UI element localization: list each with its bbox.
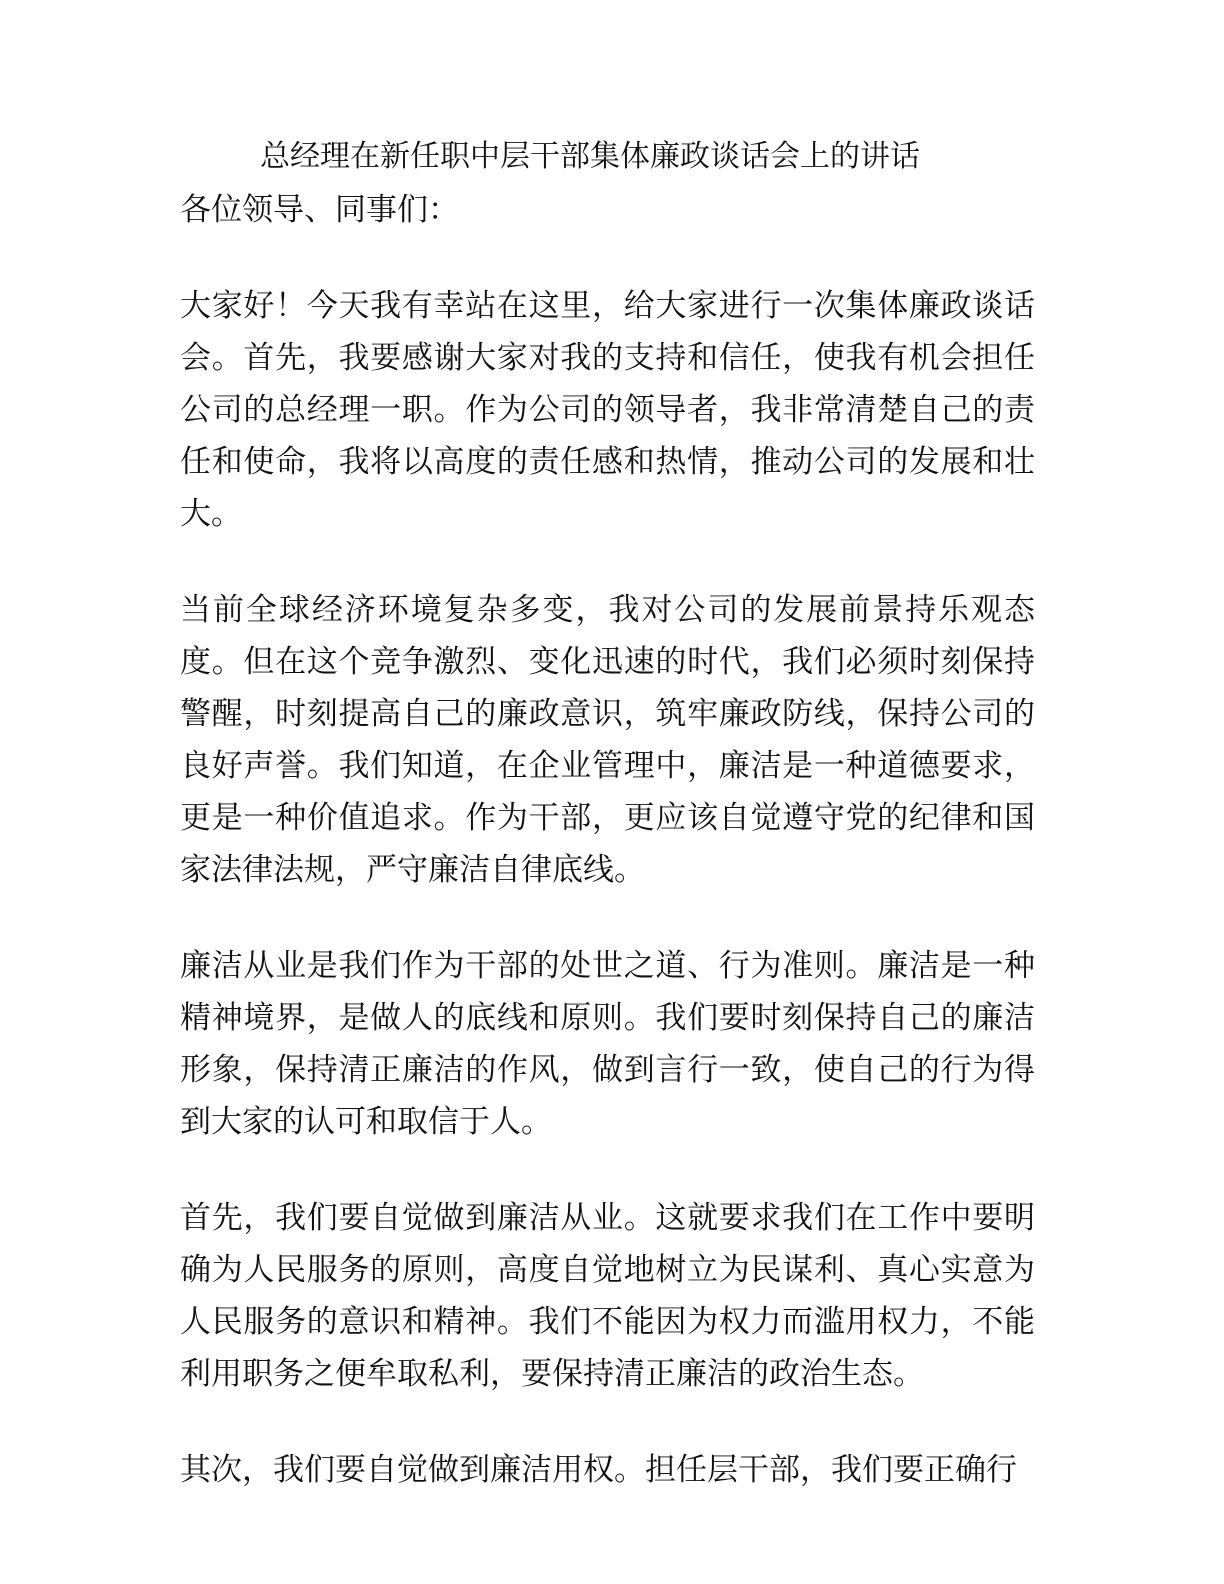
paragraph-3: 廉洁从业是我们作为干部的处世之道、行为准则。廉洁是一种精神境界，是做人的底线和原则。我们要时刻保持自己的廉洁形象，保持清正廉洁的作风，做到言行一致，使自己的行为得到大家的认可和取信于人。 xyxy=(180,948,1035,1140)
document-page xyxy=(180,130,1050,1496)
paragraph-4: 首先，我们要自觉做到廉洁从业。这就要求我们在工作中要明确为人民服务的原则，高度自觉地树立为民谋利、真心实意为人民服务的意识和精神。我们不能因为权力而滥用权力，不能利用职务之便牟取私利，要保持清正廉洁的政治生态。 xyxy=(180,1200,1035,1392)
salutation: 各位领导、同事们： xyxy=(180,192,459,228)
paragraph-5: 其次，我们要自觉做到廉洁用权。担任层干部，我们要正确行 xyxy=(180,1452,1017,1488)
paragraph-1: 大家好！今天我有幸站在这里，给大家进行一次集体廉政谈话会。首先，我要感谢大家对我的支持和信任，使我有机会担任公司的总经理一职。作为公司的领导者，我非常清楚自己的责任和使命，我将以高度的责任感和热情，推动公司的发展和壮大。 xyxy=(180,288,1035,532)
document-title: 总经理在新任职中层干部集体廉政谈话会上的讲话 xyxy=(260,139,920,174)
paragraph-2: 当前全球经济环境复杂多变，我对公司的发展前景持乐观态度。但在这个竞争激烈、变化迅速的时代，我们必须时刻保持警醒，时刻提高自己的廉政意识，筑牢廉政防线，保持公司的良好声誉。我们知道，在企业管理中，廉洁是一种道德要求，更是一种价值追求。作为干部，更应该自觉遵守党的纪律和国家法律法规，严守廉洁自律底线。 xyxy=(180,592,1035,888)
